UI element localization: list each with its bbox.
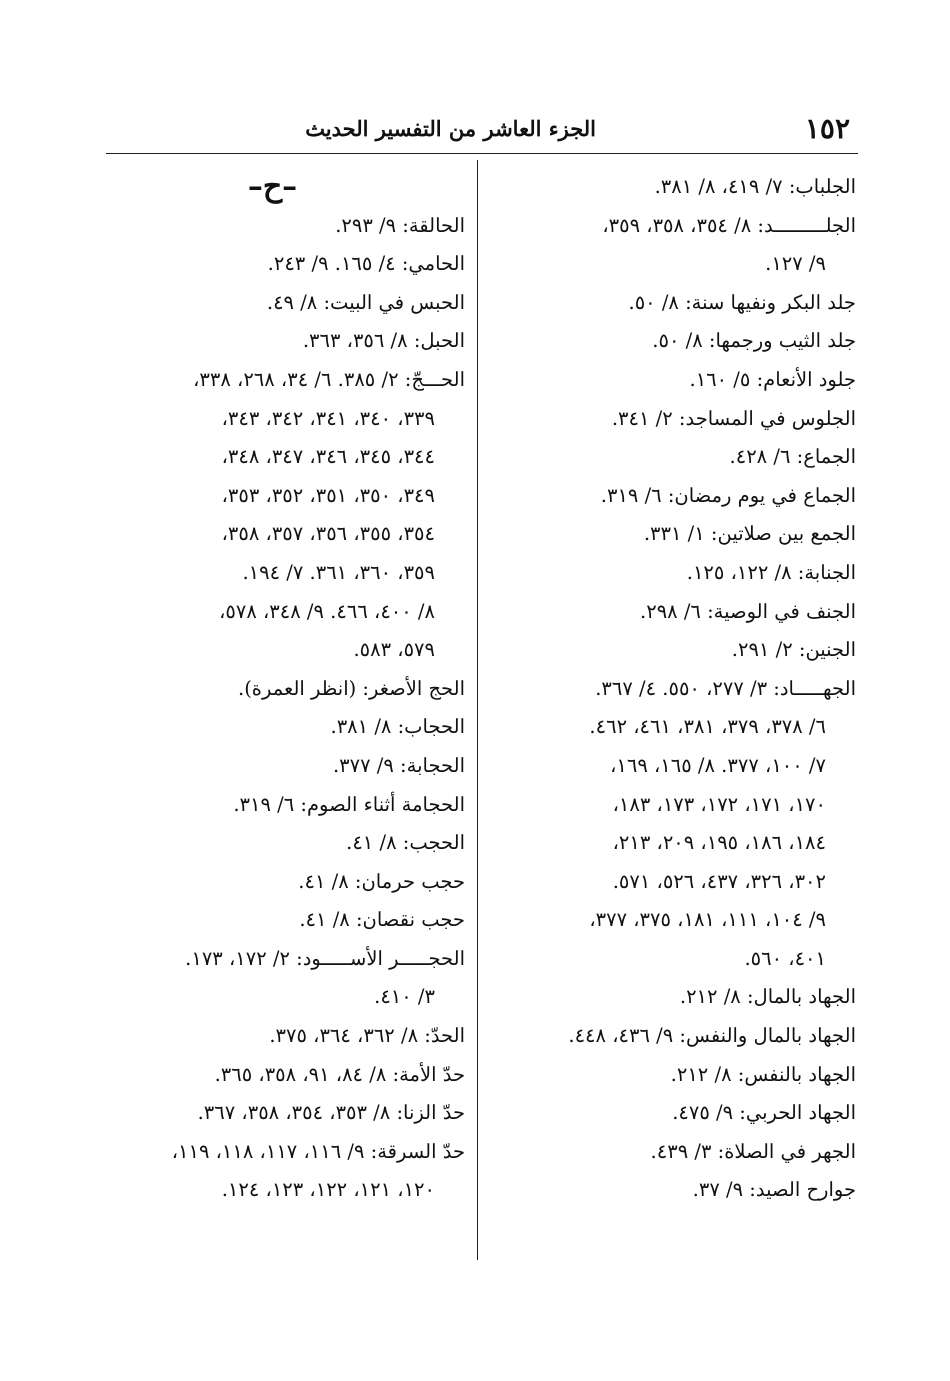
index-entry: الحبس في البيت: ٨/ ٤٩.: [266, 290, 465, 314]
index-entry-continuation: ٦/ ٣٧٨، ٣٧٩، ٣٨١، ٤٦١، ٤٦٢.: [589, 715, 826, 739]
index-entry-continuation: ٩/ ١٠٤، ١١١، ١٨١، ٣٧٥، ٣٧٧،: [589, 908, 826, 932]
index-entry-continuation: ٣٣٩، ٣٤٠، ٣٤١، ٣٤٢، ٣٤٣،: [221, 406, 435, 430]
index-entry: الجهاد بالمال والنفس: ٩/ ٤٣٦، ٤٤٨.: [568, 1024, 856, 1048]
index-entry-continuation: ٤٠١، ٥٦٠.: [744, 946, 826, 970]
index-entry: الجمع بين صلاتين: ١/ ٣٣١.: [643, 522, 856, 546]
header-rule: [106, 153, 858, 154]
index-entry: الجهاد بالنفس: ٨/ ٢١٢.: [670, 1062, 856, 1086]
index-entry-continuation: ١٧٠، ١٧١، ١٧٢، ١٧٣، ١٨٣،: [612, 792, 826, 816]
index-entry: الجهـــــاد: ٣/ ٢٧٧، ٥٥٠. ٤/ ٣٦٧.: [595, 676, 856, 700]
index-entry: الجماع في يوم رمضان: ٦/ ٣١٩.: [600, 483, 856, 507]
index-column-right: [486, 168, 856, 1210]
index-entry: الجهاد بالمال: ٨/ ٢١٢.: [679, 985, 856, 1009]
index-entry: الحدّ: ٨/ ٣٦٢، ٣٦٤، ٣٧٥.: [269, 1024, 465, 1048]
index-entry: الجلوس في المساجد: ٢/ ٣٤١.: [611, 406, 856, 430]
index-entry: الحجامة أثناء الصوم: ٦/ ٣١٩.: [233, 792, 465, 816]
index-entry-continuation: ١٨٤، ١٨٦، ١٩٥، ٢٠٩، ٢١٣،: [612, 831, 826, 855]
index-entry: حجب حرمان: ٨/ ٤١.: [298, 869, 465, 893]
index-entry: الجهاد الحربي: ٩/ ٤٧٥.: [672, 1101, 856, 1125]
index-entry: الحـــجّ: ٢/ ٣٨٥. ٦/ ٣٤، ٢٦٨، ٣٣٨،: [193, 367, 465, 391]
index-entry: حجب نقصان: ٨/ ٤١.: [299, 908, 465, 932]
index-entry-continuation: ٣٤٤، ٣٤٥، ٣٤٦، ٣٤٧، ٣٤٨،: [221, 445, 435, 469]
index-entry: الجنف في الوصية: ٦/ ٢٩٨.: [640, 599, 856, 623]
index-entry: جلد البكر ونفيها سنة: ٨/ ٥٠.: [628, 290, 856, 314]
index-entry: الجنابة: ٨/ ١٢٢، ١٢٥.: [686, 560, 856, 584]
index-entry: الحج الأصغر: (انظر العمرة).: [238, 676, 465, 700]
index-column-left: [120, 168, 465, 1210]
page-number: ١٥٢: [804, 112, 850, 145]
index-entry-continuation: ٥٧٩، ٥٨٣.: [353, 638, 435, 662]
index-entry: الجلـــــــــد: ٨/ ٣٥٤، ٣٥٨، ٣٥٩،: [602, 213, 856, 237]
index-entry: الحبل: ٨/ ٣٥٦، ٣٦٣.: [302, 329, 465, 353]
index-entry: الجماع: ٦/ ٤٢٨.: [729, 445, 856, 469]
index-entry-continuation: ٧/ ١٠٠، ٣٧٧. ٨/ ١٦٥، ١٦٩،: [610, 753, 826, 777]
column-divider: [477, 160, 478, 1260]
index-entry: حدّ السرقة: ٩/ ١١٦، ١١٧، ١١٨، ١١٩،: [171, 1139, 465, 1163]
index-entry: الجهر في الصلاة: ٣/ ٤٣٩.: [650, 1139, 856, 1163]
index-entry: الحجاب: ٨/ ٣٨١.: [330, 715, 465, 739]
page-header: [108, 112, 856, 152]
index-entry: جوارح الصيد: ٩/ ٣٧.: [692, 1178, 856, 1202]
index-entry: جلد الثيب ورجمها: ٨/ ٥٠.: [652, 329, 856, 353]
index-entry: جلود الأنعام: ٥/ ١٦٠.: [689, 367, 856, 391]
index-entry-continuation: ٣٥٩، ٣٦٠، ٣٦١. ٧/ ١٩٤.: [242, 560, 435, 584]
index-entry-continuation: ٣٤٩، ٣٥٠، ٣٥١، ٣٥٢، ٣٥٣،: [221, 483, 435, 507]
index-entry-continuation: ٣٥٤، ٣٥٥، ٣٥٦، ٣٥٧، ٣٥٨،: [221, 522, 435, 546]
index-entry-continuation: ٩/ ١٢٧.: [765, 252, 826, 276]
index-entry: الجلباب: ٧/ ٤١٩، ٨/ ٣٨١.: [654, 175, 856, 198]
index-entry-continuation: ٣/ ٤١٠.: [374, 985, 435, 1009]
index-entry: الحجـــــر الأســـــود: ٢/ ١٧٢، ١٧٣.: [185, 946, 465, 970]
index-entry: الحجب: ٨/ ٤١.: [346, 831, 465, 855]
running-title: الجزء العاشر من التفسير الحديث: [305, 116, 596, 141]
section-letter-ha: –ح–: [247, 169, 298, 204]
index-entry-continuation: ٨/ ٤٠٠، ٤٦٦. ٩/ ٣٤٨، ٥٧٨،: [219, 599, 435, 623]
index-entry: حدّ الزنا: ٨/ ٣٥٣، ٣٥٤، ٣٥٨، ٣٦٧.: [197, 1101, 465, 1125]
index-entry: الجنين: ٢/ ٢٩١.: [731, 638, 856, 662]
index-entry: حدّ الأمة: ٨/ ٨٤، ٩١، ٣٥٨، ٣٦٥.: [214, 1062, 465, 1086]
index-entry-continuation: ٣٠٢، ٣٢٦، ٤٣٧، ٥٢٦، ٥٧١.: [612, 869, 826, 893]
index-entry: الحجابة: ٩/ ٣٧٧.: [332, 753, 465, 777]
index-entry: الحامي: ٤/ ١٦٥. ٩/ ٢٤٣.: [267, 252, 465, 276]
index-entry: الحالقة: ٩/ ٢٩٣.: [335, 213, 465, 237]
index-entry-continuation: ١٢٠، ١٢١، ١٢٢، ١٢٣، ١٢٤.: [221, 1178, 435, 1202]
